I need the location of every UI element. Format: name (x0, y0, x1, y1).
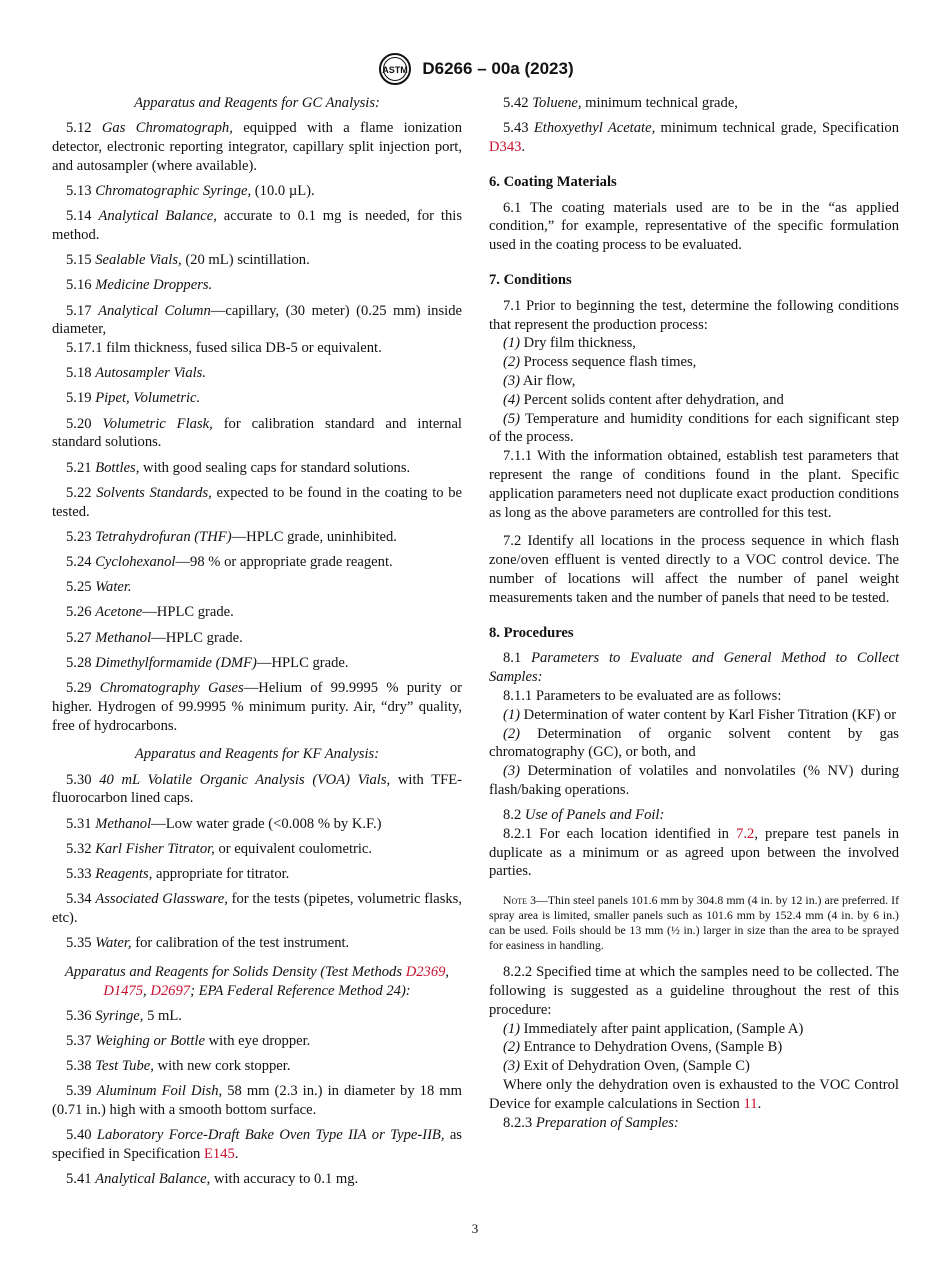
item-5-13: 5.13 Chromatographic Syringe, (10.0 µL). (66, 182, 315, 199)
item-5-42: 5.42 Toluene, minimum technical grade, (503, 95, 738, 111)
item-5-29: 5.29 Chromatography Gases—Helium of 99.9995 % purity or higher. Hydrogen of 99.9995 % minimum purity. Air, “dry” quality, free of hydrocarbons. (52, 679, 462, 734)
item-5-33: 5.33 Reagents, appropriate for titrator. (66, 865, 290, 882)
link-7-2[interactable]: 7.2 (736, 825, 755, 842)
page-number: 3 (471, 1221, 479, 1236)
item-5-22: 5.22 Solvents Standards, expected to be found in the coating to be tested. (52, 484, 462, 520)
item-5-32: 5.32 Karl Fisher Titrator, or equivalent coulometric. (66, 840, 373, 857)
item-5-14: 5.14 Analytical Balance, accurate to 0.1 mg is needed, for this method. (52, 208, 462, 243)
para-8-2-3: 8.2.3 Preparation of Samples: (503, 1114, 679, 1131)
para-7-2: 7.2 Identify all locations in the process sequence in which flash zone/oven effluent is vented directly to a VOC control device. The number of locations will affect the number of panel weight measurements taken and the number of panels that need to be tested. (489, 533, 899, 606)
item-5-18: 5.18 Autosampler Vials. (66, 365, 207, 382)
para-8-2-2: 8.2.2 Specified time at which the samples need to be collected. The following is suggested as a guideline throughout the rest of this procedure: (489, 964, 899, 1018)
section-subheading: Apparatus and Reagents for KF Analysis: (134, 746, 380, 763)
link-d1475[interactable]: D1475 (103, 982, 144, 999)
condition-item: (1) Dry film thickness, (503, 335, 636, 352)
determination-item: (1) Determination of water content by Karl Fisher Titration (KF) or (503, 706, 897, 723)
condition-item: (4) Percent solids content after dehydration, and (503, 391, 784, 408)
para-8-2-1: 8.2.1 For each location identified in 7.2, prepare test panels in duplicate as a minimum or as agreed upon between the involved parties. (489, 825, 899, 880)
link-d2697[interactable]: D2697 (150, 982, 191, 999)
item-5-19: 5.19 Pipet, Volumetric. (66, 390, 201, 407)
item-5-28: 5.28 Dimethylformamide (DMF)—HPLC grade. (66, 654, 349, 671)
condition-item: (5) Temperature and humidity conditions for each significant step of the process. (489, 410, 899, 446)
item-5-30: 5.30 40 mL Volatile Organic Analysis (VOA) Vials, with TFE-fluorocarbon lined caps. (52, 771, 462, 807)
link-d2369[interactable]: D2369 (405, 963, 446, 980)
item-5-36: 5.36 Syringe, 5 mL. (66, 1007, 182, 1024)
item-5-26: 5.26 Acetone—HPLC grade. (66, 604, 234, 621)
determination-item: (3) Determination of volatiles and nonvolatiles (% NV) during flash/baking operations. (489, 763, 899, 798)
item-5-12: 5.12 Gas Chromatograph, equipped with a flame ionization detector, electronic reporting integrator, capillary split injection port, and autosampler (where available). (52, 120, 462, 174)
note-3: Note 3—Thin steel panels 101.6 mm by 304.8 mm (4 in. by 12 in.) are preferred. If spray area is limited, smaller panels such as 101.6 mm by 152.4 mm (4 in. by 6 in.) can be used. Foils should be 13 mm (½ in.) larger in size than the area to be sprayed for easiness in handling. (489, 893, 900, 953)
item-5-31: 5.31 Methanol—Low water grade (<0.008 % by K.F.) (66, 815, 382, 832)
sample-item: (1) Immediately after paint application, (Sample A) (503, 1020, 804, 1037)
item-5-27: 5.27 Methanol—HPLC grade. (66, 629, 243, 646)
item-5-25: 5.25 Water. (66, 579, 132, 596)
section-heading-7: 7. Conditions (489, 271, 572, 288)
condition-item: (3) Air flow, (503, 372, 576, 389)
section-subheading: Apparatus and Reagents for GC Analysis: (134, 95, 380, 111)
section-heading-6: 6. Coating Materials (489, 173, 617, 190)
link-e145[interactable]: E145 (203, 1146, 235, 1163)
item-5-43: 5.43 Ethoxyethyl Acetate, minimum technical grade, Specification D343. (489, 120, 899, 155)
item-5-38: 5.38 Test Tube, with new cork stopper. (66, 1058, 291, 1075)
item-5-21: 5.21 Bottles, with good sealing caps for standard solutions. (66, 459, 411, 476)
item-5-34: 5.34 Associated Glassware, for the tests (pipetes, volumetric flasks, etc). (52, 891, 462, 926)
item-5-35: 5.35 Water, for calibration of the test instrument. (66, 935, 350, 952)
para-7-1: 7.1 Prior to beginning the test, determine the following conditions that represent the production process: (489, 297, 899, 333)
para-where: Where only the dehydration oven is exhausted to the VOC Control Device for example calculations in Section 11. (489, 1077, 899, 1112)
astm-logo-icon (376, 52, 414, 86)
condition-item: (2) Process sequence flash times, (503, 354, 697, 371)
svg-text:ASTM: ASTM (382, 65, 409, 75)
section-heading-8: 8. Procedures (489, 624, 574, 641)
para-8-1: 8.1 Parameters to Evaluate and General Method to Collect Samples: (489, 650, 899, 686)
determination-item: (2) Determination of organic solvent content by gas chromatography (GC), or both, and (489, 725, 899, 761)
item-5-17-1: 5.17.1 film thickness, fused silica DB-5 or equivalent. (66, 340, 382, 357)
item-5-40: 5.40 Laboratory Force-Draft Bake Oven Type IIA or Type-IIB, as specified in Specification E145. (52, 1127, 462, 1163)
item-5-16: 5.16 Medicine Droppers. (66, 277, 213, 294)
right-column (489, 94, 899, 1139)
item-5-23: 5.23 Tetrahydrofuran (THF)—HPLC grade, uninhibited. (66, 528, 397, 545)
para-7-1-1: 7.1.1 With the information obtained, establish test parameters that represent the range of conditions found in the plant. Specific application parameters need not duplicate exact production conditions as long as the above parameters are controlled for this test. (489, 448, 899, 521)
link-section-11[interactable]: 11 (743, 1095, 758, 1112)
document-id: D6266 – 00a (2023) (422, 59, 574, 78)
section-subheading: Apparatus and Reagents for Solids Density (Test Methods D2369, D1475, D2697; EPA Federal Reference Method 24): (64, 963, 450, 999)
left-column (52, 94, 462, 1196)
item-5-17: 5.17 Analytical Column—capillary, (30 meter) (0.25 mm) inside diameter, (52, 302, 462, 338)
para-6-1: 6.1 The coating materials used are to be in the “as applied condition,” for example, representative of the specific formulation used in the coating process to be evaluated. (489, 199, 899, 254)
para-8-1-1: 8.1.1 Parameters to be evaluated are as follows: (503, 687, 782, 704)
item-5-39: 5.39 Aluminum Foil Dish, 58 mm (2.3 in.) in diameter by 18 mm (0.71 in.) high with a smooth bottom surface. (52, 1083, 462, 1119)
sample-item: (2) Entrance to Dehydration Ovens, (Sample B) (503, 1039, 783, 1056)
item-5-15: 5.15 Sealable Vials, (20 mL) scintillation. (66, 252, 310, 269)
link-d343[interactable]: D343 (489, 138, 522, 155)
item-5-37: 5.37 Weighing or Bottle with eye dropper. (66, 1033, 311, 1050)
item-5-24: 5.24 Cyclohexanol—98 % or appropriate grade reagent. (66, 554, 393, 571)
item-5-41: 5.41 Analytical Balance, with accuracy to 0.1 mg. (66, 1171, 359, 1188)
para-8-2: 8.2 Use of Panels and Foil: (503, 807, 665, 824)
item-5-20: 5.20 Volumetric Flask, for calibration standard and internal standard solutions. (52, 415, 462, 451)
page-header (0, 52, 950, 86)
sample-item: (3) Exit of Dehydration Oven, (Sample C) (503, 1058, 750, 1075)
